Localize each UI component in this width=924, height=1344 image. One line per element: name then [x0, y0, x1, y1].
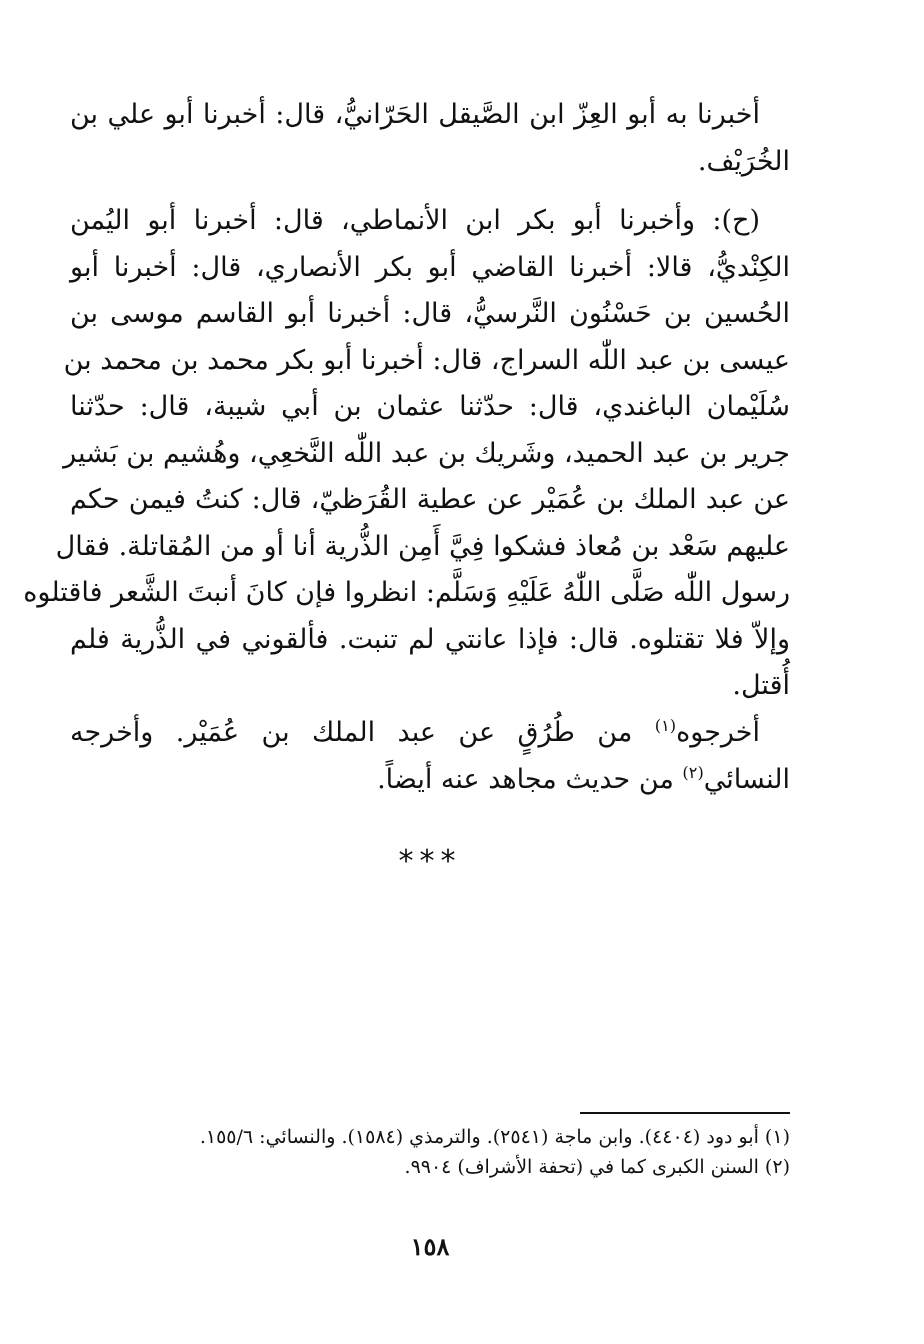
text-line: الحُسين بن حَسْنُون النَّرسيُّ، قال: أخبرنا أبو القاسم موسى بن: [70, 298, 790, 329]
footnote-ref-2: (٢): [682, 762, 704, 782]
text-line: رسول اللّٰه صَلَّى اللّٰهُ عَلَيْهِ وَسَلَّم: انظروا فإن كانَ أنبتَ الشَّعر فاقتلوه: [23, 577, 790, 608]
paragraph-chain-2: [23, 198, 790, 710]
text-line: عليهم سَعْد بن مُعاذ فشكوا فِيَّ أَمِن الذُّرية أنا أو من المُقاتلة. فقال: [55, 530, 790, 562]
text-line: [70, 710, 790, 757]
text-run: من حديث مجاهد عنه أيضاً.: [377, 763, 683, 795]
text-line: أخبرنا به أبو العِزّ ابن الصَّيقل الحَرّانيُّ، قال: أخبرنا أبو علي بن: [70, 99, 760, 130]
text-line: سُلَيْمان الباغندي، قال: حدّثنا عثمان بن أبي شيبة، قال: حدّثنا: [70, 391, 790, 422]
text-line: الخُرَيْف.: [697, 145, 790, 177]
text-line: [70, 757, 790, 804]
book-page: [23, 82, 790, 1282]
footnote-divider: [580, 1112, 790, 1114]
section-separator: ***: [398, 844, 462, 879]
text-line: عن عبد الملك بن عُمَيْر عن عطية القُرَظيّ، قال: كنتُ فيمن حكم: [70, 484, 790, 515]
text-line: الكِنْديُّ، قالا: أخبرنا القاضي أبو بكر الأنصاري، قال: أخبرنا أبو: [70, 251, 790, 283]
footnotes: [70, 1122, 790, 1182]
text-line: وإلاّ فلا تقتلوه. قال: فإذا عانتي لم تنبت. فألقوني في الذُّرية فلم: [70, 623, 790, 655]
text-line: أُقتل.: [732, 670, 790, 701]
text-run: من طُرُقٍ عن عبد الملك بن عُمَيْر. وأخرجه: [70, 717, 655, 748]
footnote-ref-1: (١): [654, 716, 677, 735]
footnote-1: (١) أبو دود (٤٤٠٤). وابن ماجة (٢٥٤١). والترمذي (١٥٨٤). والنسائي: ١٥٥/٦.: [199, 1126, 790, 1148]
paragraph-chain-1: [70, 92, 790, 185]
text-run: أخرجوه: [676, 717, 760, 748]
text-run: النسائي: [703, 763, 790, 795]
page-number: ١٥٨: [410, 1232, 450, 1261]
text-line: عيسى بن عبد اللّٰه السراج، قال: أخبرنا أبو بكر محمد بن محمد بن: [63, 344, 790, 376]
text-line: (ح): وأخبرنا أبو بكر ابن الأنماطي، قال: أخبرنا أبو اليُمن: [70, 205, 760, 236]
text-line: جرير بن عبد الحميد، وشَريك بن عبد اللّٰه النَّخعِي، وهُشيم بن بَشير: [63, 437, 790, 469]
paragraph-takhrij: [70, 710, 790, 803]
footnote-2: (٢) السنن الكبرى كما في (تحفة الأشراف) ٩٩٠٤.: [404, 1156, 790, 1178]
